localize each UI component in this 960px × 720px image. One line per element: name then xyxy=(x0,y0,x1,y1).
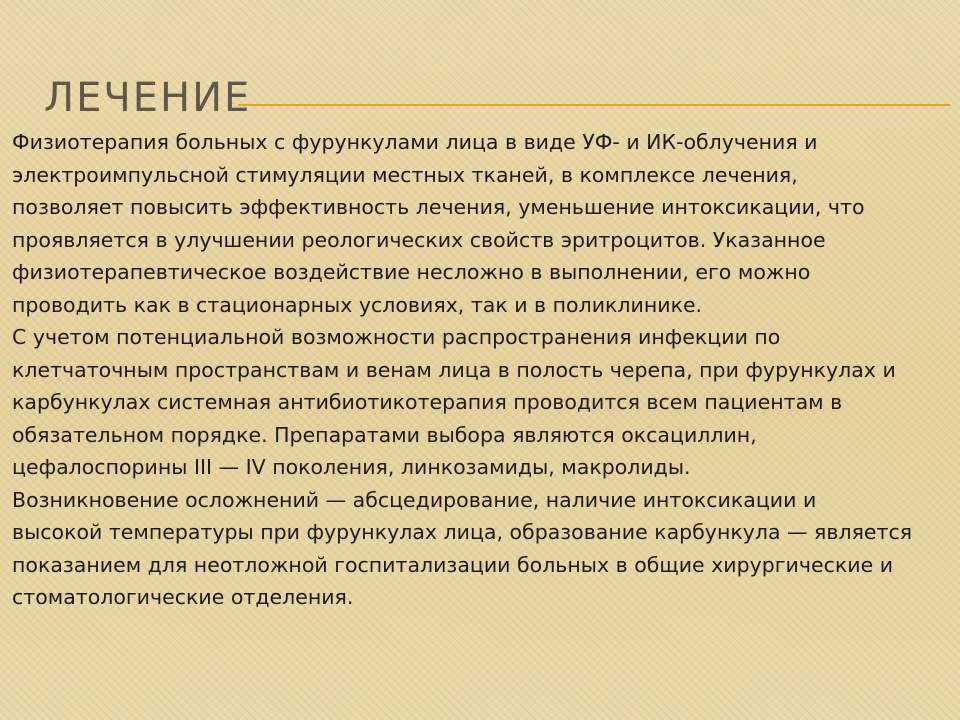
slide-title: ЛЕЧЕНИЕ xyxy=(44,75,252,121)
text-line: С учетом потенциальной возможности распространения инфекции по xyxy=(12,325,781,349)
slide-body xyxy=(12,126,950,614)
paragraph-physiotherapy xyxy=(12,126,950,321)
text-line: проводить как в стационарных условиях, так и в поликлинике. xyxy=(12,292,703,317)
text-line: обязательном порядке. Препаратами выбора являются оксациллин, xyxy=(12,422,757,447)
text-line: клетчаточным пространствам и венам лица в полость черепа, при фурункулах и xyxy=(12,357,896,382)
paragraph-antibiotics xyxy=(12,321,950,484)
text-line: физиотерапевтическое воздействие несложно в выполнении, его можно xyxy=(12,260,811,284)
text-line: позволяет повысить эффективность лечения, уменьшение интоксикации, что xyxy=(12,195,865,219)
text-line: показанием для неотложной госпитализации больных в общие хирургические и xyxy=(12,552,894,577)
text-line: карбункулах системная антибиотикотерапия проводится всем пациентам в xyxy=(12,390,843,414)
paragraph-hospitalization xyxy=(12,484,950,614)
text-line: электроимпульсной стимуляции местных тканей, в комплексе лечения, xyxy=(12,162,798,187)
text-line: Возникновение осложнений — абсцедирование, наличие интоксикации и xyxy=(12,487,817,512)
text-line: высокой температуры при фурункулах лица, образование карбункула — является xyxy=(12,520,913,544)
text-line: цефалоспорины III — IV поколения, линкозамиды, макролиды. xyxy=(12,455,691,479)
title-underline xyxy=(238,104,950,106)
text-line: проявляется в улучшении реологических свойств эритроцитов. Указанное xyxy=(12,227,826,252)
text-line: Физиотерапия больных с фурункулами лица в виде УФ- и ИК-облучения и xyxy=(12,130,818,154)
text-line: стоматологические отделения. xyxy=(12,585,354,609)
